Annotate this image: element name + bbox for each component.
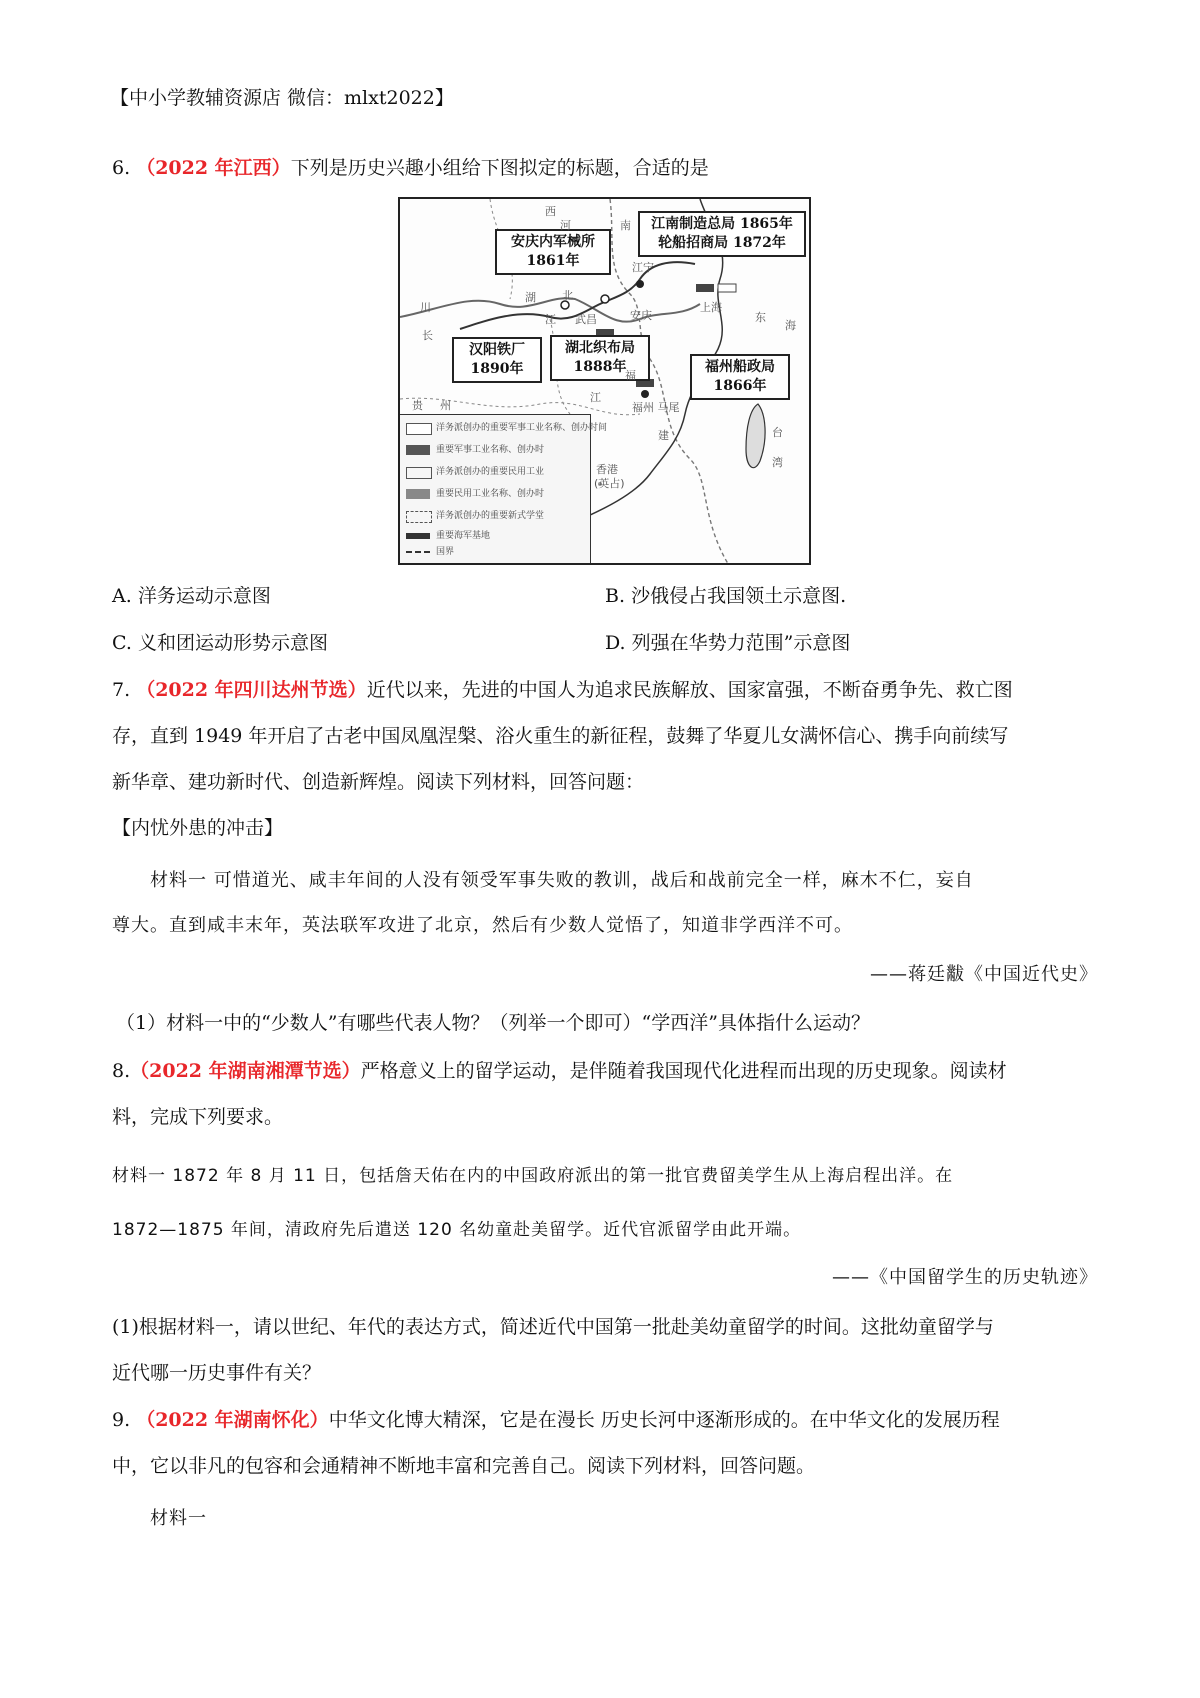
box-line: 1861年 bbox=[526, 253, 580, 269]
map-label: (英占) bbox=[594, 477, 625, 490]
map-label: 江 bbox=[545, 313, 556, 326]
map-label: 湾 bbox=[772, 456, 783, 469]
map-label: 江 bbox=[590, 391, 601, 404]
map-label: 香港 bbox=[596, 463, 618, 476]
legend-item: 重要军事工业名称、创办时 bbox=[436, 445, 545, 455]
option-letter: D. bbox=[605, 632, 626, 654]
option-a[interactable] bbox=[112, 583, 271, 609]
map-label: 湖 bbox=[525, 291, 536, 304]
map-label: 长 bbox=[422, 329, 433, 342]
map-label: 北 bbox=[562, 289, 573, 302]
legend-item: 国界 bbox=[436, 547, 455, 557]
question-number: 8. bbox=[112, 1060, 131, 1082]
option-text: 洋务运动示意图 bbox=[137, 585, 271, 607]
legend-item: 重要民用工业名称、创办时 bbox=[436, 489, 545, 499]
question-8-sub-1-line-2: 近代哪一历史事件有关？ bbox=[112, 1362, 322, 1384]
material-label: 材料一 bbox=[150, 1508, 207, 1529]
map-label: 海 bbox=[785, 319, 796, 332]
map-label: 西 bbox=[545, 205, 556, 218]
box-line: 1866年 bbox=[713, 378, 767, 394]
material-1-line-1: 材料一 1872 年 8 月 11 日，包括詹天佑在内的中国政府派出的第一批官费留美学生从上海启程出洋。在 bbox=[112, 1166, 954, 1186]
box-line: 福州船政局 bbox=[705, 359, 775, 375]
option-d[interactable] bbox=[605, 630, 850, 656]
map-label: 武昌 bbox=[575, 313, 597, 326]
question-6-stem bbox=[112, 155, 1098, 181]
map-label: 江宁 bbox=[632, 261, 654, 274]
label-box-jiangnan bbox=[638, 211, 806, 257]
question-number: 7. bbox=[112, 679, 131, 701]
box-line: 湖北织布局 bbox=[565, 340, 635, 356]
question-7-line-2: 存，直到 1949 年开启了古老中国凤凰涅槃、浴火重生的新征程，鼓舞了华夏儿女满怀信心、携手向前续写 bbox=[112, 725, 1009, 747]
question-8-sub-1-line-1: (1)根据材料一，请以世纪、年代的表达方式，简述近代中国第一批赴美幼童留学的时间。这批幼童留学与 bbox=[112, 1316, 994, 1338]
question-text: 下列是历史兴趣小组给下图拟定的标题，合适的是 bbox=[290, 157, 709, 179]
question-text: 近代以来，先进的中国人为追求民族解放、国家富强，不断奋勇争先、救亡图 bbox=[366, 679, 1013, 701]
option-letter: B. bbox=[605, 585, 626, 607]
map-label: 福州 马尾 bbox=[632, 401, 680, 414]
legend-item: 重要海军基地 bbox=[436, 531, 491, 541]
option-b[interactable] bbox=[605, 583, 846, 609]
header-note: 【中小学教辅资源店 微信：mlxt2022】 bbox=[110, 87, 454, 109]
map-label: 建 bbox=[658, 429, 669, 442]
map-label: 南 bbox=[620, 219, 631, 232]
question-text: 严格意义上的留学运动，是伴随着我国现代化进程而出现的历史现象。阅读材 bbox=[360, 1060, 1007, 1082]
legend-item: 洋务派创办的重要军事工业名称、创办时间 bbox=[436, 423, 608, 433]
citation: ——蒋廷黻《中国近代史》 bbox=[870, 964, 1098, 985]
label-box-hanyang bbox=[452, 337, 542, 383]
box-line: 轮船招商局 1872年 bbox=[658, 235, 786, 251]
map-label: 州 bbox=[440, 399, 451, 412]
box-line: 江南制造总局 1865年 bbox=[651, 216, 793, 232]
map-label: 台 bbox=[772, 426, 783, 439]
question-source: （2022 年湖南湘潭节选） bbox=[130, 1060, 361, 1082]
section-heading: 【内忧外患的冲击】 bbox=[112, 817, 284, 839]
citation: ——《中国留学生的历史轨迹》 bbox=[832, 1267, 1098, 1288]
label-box-fuzhou bbox=[690, 354, 790, 400]
box-line: 1888年 bbox=[573, 359, 627, 375]
material-1-line-1: 材料一 可惜道光、咸丰年间的人没有领受军事失败的教训，战后和战前完全一样，麻木不仁，妄自 bbox=[150, 870, 974, 891]
question-source: （2022 年四川达州节选） bbox=[136, 679, 367, 701]
question-source: （2022 年江西） bbox=[136, 157, 291, 179]
legend-item: 洋务派创办的重要民用工业 bbox=[436, 467, 545, 477]
question-9-line-1 bbox=[112, 1407, 1098, 1433]
map-label: 东 bbox=[755, 311, 766, 324]
map-label: 贵 bbox=[412, 399, 423, 412]
question-source: （2022 年湖南怀化） bbox=[136, 1409, 329, 1431]
map-figure bbox=[398, 197, 811, 565]
box-line: 安庆内军械所 bbox=[511, 234, 595, 250]
legend-item: 洋务派创办的重要新式学堂 bbox=[436, 511, 545, 521]
question-number: 6. bbox=[112, 157, 131, 179]
material-1-line-2: 1872—1875 年间，清政府先后遣送 120 名幼童赴美留学。近代官派留学由此开端。 bbox=[112, 1220, 802, 1240]
option-c[interactable] bbox=[112, 630, 328, 656]
map-label: 安庆 bbox=[630, 309, 652, 322]
map-label: 川 bbox=[420, 301, 431, 314]
box-line: 1890年 bbox=[470, 361, 524, 377]
option-letter: C. bbox=[112, 632, 132, 654]
option-text: 列强在华势力范围”示意图 bbox=[631, 632, 851, 654]
label-box-anqing bbox=[495, 229, 611, 275]
material-1-line-2: 尊大。直到咸丰末年，英法联军攻进了北京，然后有少数人觉悟了，知道非学西洋不可。 bbox=[112, 915, 853, 936]
question-8-line-1 bbox=[112, 1058, 1098, 1084]
option-letter: A. bbox=[112, 585, 132, 607]
map-label: 福 bbox=[625, 369, 636, 382]
map-label: 河 bbox=[560, 219, 571, 232]
option-text: 义和团运动形势示意图 bbox=[137, 632, 328, 654]
box-line: 汉阳铁厂 bbox=[469, 342, 525, 358]
question-8-line-2: 料，完成下列要求。 bbox=[112, 1106, 284, 1128]
question-9-line-2: 中，它以非凡的包容和会通精神不断地丰富和完善自己。阅读下列材料，回答问题。 bbox=[112, 1455, 816, 1477]
map-label: 上海 bbox=[700, 301, 722, 314]
question-7-sub-1: （1）材料一中的“少数人”有哪些代表人物？（列举一个即可）“学西洋”具体指什么运动？ bbox=[116, 1012, 870, 1034]
question-number: 9. bbox=[112, 1409, 131, 1431]
question-text: 中华文化博大精深，它是在漫长 历史长河中逐渐形成的。在中华文化的发展历程 bbox=[328, 1409, 1000, 1431]
option-text: 沙俄侵占我国领土示意图. bbox=[631, 585, 847, 607]
question-7-line-1 bbox=[112, 677, 1098, 703]
question-7-line-3: 新华章、建功新时代、创造新辉煌。阅读下列材料，回答问题： bbox=[112, 771, 645, 793]
